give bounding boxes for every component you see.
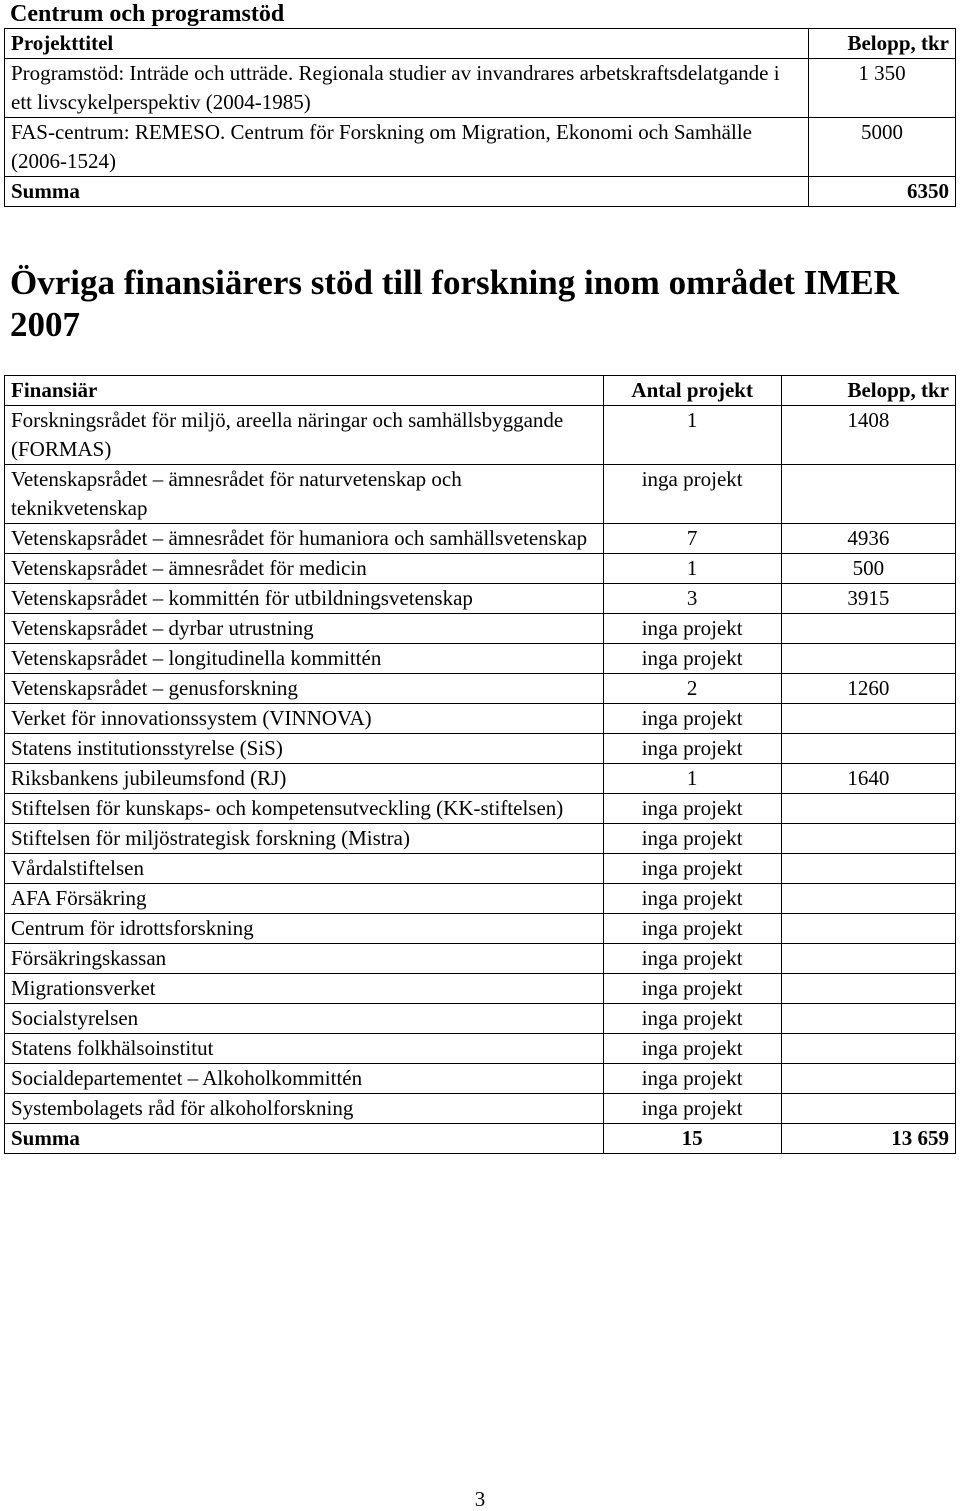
col-header-amount: Belopp, tkr xyxy=(781,376,955,406)
table-row xyxy=(5,704,956,734)
project-title-cell: Programstöd: Inträde och utträde. Regionala studier av invandrares arbetskraftsdelatgande i ett livscykelperspektiv (2004-1985) xyxy=(5,59,809,118)
sum-label: Summa xyxy=(5,177,809,207)
col-header-amount: Belopp, tkr xyxy=(809,29,956,59)
amount-cell xyxy=(781,704,955,734)
sum-label: Summa xyxy=(5,1124,604,1154)
financier-name-cell: Statens folkhälsoinstitut xyxy=(5,1034,604,1064)
table-row xyxy=(5,1094,956,1124)
table-row xyxy=(5,1064,956,1094)
program-section-heading: Centrum och programstöd xyxy=(10,1,285,27)
project-count-cell: inga projekt xyxy=(603,1034,781,1064)
project-count-cell: inga projekt xyxy=(603,644,781,674)
table-row xyxy=(5,974,956,1004)
amount-cell xyxy=(781,1094,955,1124)
project-count-cell: inga projekt xyxy=(603,944,781,974)
project-count-cell: inga projekt xyxy=(603,465,781,524)
amount-cell xyxy=(781,974,955,1004)
sum-row xyxy=(5,1124,956,1154)
amount-cell: 1 350 xyxy=(809,59,956,118)
col-header-financier: Finansiär xyxy=(5,376,604,406)
amount-cell: 500 xyxy=(781,554,955,584)
amount-cell: 1640 xyxy=(781,764,955,794)
table-row xyxy=(5,824,956,854)
table-row xyxy=(5,914,956,944)
project-count-cell: inga projekt xyxy=(603,704,781,734)
financier-name-cell: AFA Försäkring xyxy=(5,884,604,914)
table-row xyxy=(5,644,956,674)
financier-name-cell: Stiftelsen för miljöstrategisk forskning (Mistra) xyxy=(5,824,604,854)
financier-name-cell: Stiftelsen för kunskaps- och kompetensutveckling (KK-stiftelsen) xyxy=(5,794,604,824)
project-count-cell: 1 xyxy=(603,554,781,584)
amount-cell xyxy=(781,614,955,644)
amount-cell: 1260 xyxy=(781,674,955,704)
table-header-row xyxy=(5,376,956,406)
table-header-row xyxy=(5,29,956,59)
financier-section-heading: Övriga finansiärers stöd till forskning inom området IMER 2007 xyxy=(10,263,899,344)
project-count-cell: inga projekt xyxy=(603,1004,781,1034)
col-header-project-count: Antal projekt xyxy=(603,376,781,406)
sum-count: 15 xyxy=(603,1124,781,1154)
amount-cell: 1408 xyxy=(781,406,955,465)
project-count-cell: inga projekt xyxy=(603,824,781,854)
financier-name-cell: Centrum för idrottsforskning xyxy=(5,914,604,944)
program-support-table xyxy=(4,28,956,207)
financier-table-body xyxy=(5,406,956,1124)
amount-cell xyxy=(781,644,955,674)
project-count-cell: inga projekt xyxy=(603,854,781,884)
table-row xyxy=(5,584,956,614)
table-row xyxy=(5,614,956,644)
financier-name-cell: Vetenskapsrådet – ämnesrådet för humaniora och samhällsvetenskap xyxy=(5,524,604,554)
project-count-cell: 2 xyxy=(603,674,781,704)
amount-cell xyxy=(781,1004,955,1034)
project-count-cell: 3 xyxy=(603,584,781,614)
financier-name-cell: Försäkringskassan xyxy=(5,944,604,974)
project-count-cell: inga projekt xyxy=(603,884,781,914)
project-count-cell: inga projekt xyxy=(603,734,781,764)
financier-name-cell: Socialstyrelsen xyxy=(5,1004,604,1034)
amount-cell xyxy=(781,944,955,974)
financier-name-cell: Verket för innovationssystem (VINNOVA) xyxy=(5,704,604,734)
table-row xyxy=(5,854,956,884)
table-row xyxy=(5,59,956,118)
table-row xyxy=(5,734,956,764)
project-count-cell: inga projekt xyxy=(603,1094,781,1124)
amount-cell xyxy=(781,824,955,854)
sum-row xyxy=(5,177,956,207)
table-row xyxy=(5,554,956,584)
amount-cell: 5000 xyxy=(809,118,956,177)
financier-name-cell: Migrationsverket xyxy=(5,974,604,1004)
sum-amount: 6350 xyxy=(809,177,956,207)
project-count-cell: inga projekt xyxy=(603,974,781,1004)
col-header-project-title: Projekttitel xyxy=(5,29,809,59)
amount-cell xyxy=(781,914,955,944)
financier-name-cell: Vetenskapsrådet – genusforskning xyxy=(5,674,604,704)
sum-amount: 13 659 xyxy=(781,1124,955,1154)
financier-name-cell: Forskningsrådet för miljö, areella näringar och samhällsbyggande (FORMAS) xyxy=(5,406,604,465)
financier-name-cell: Riksbankens jubileumsfond (RJ) xyxy=(5,764,604,794)
amount-cell xyxy=(781,854,955,884)
financier-table xyxy=(4,375,956,1154)
table-row xyxy=(5,118,956,177)
project-count-cell: 1 xyxy=(603,406,781,465)
project-count-cell: inga projekt xyxy=(603,794,781,824)
financier-name-cell: Statens institutionsstyrelse (SiS) xyxy=(5,734,604,764)
page-number: 3 xyxy=(474,1487,486,1511)
financier-name-cell: Vetenskapsrådet – ämnesrådet för medicin xyxy=(5,554,604,584)
amount-cell xyxy=(781,734,955,764)
project-count-cell: inga projekt xyxy=(603,914,781,944)
project-count-cell: 7 xyxy=(603,524,781,554)
project-count-cell: 1 xyxy=(603,764,781,794)
table-row xyxy=(5,406,956,465)
amount-cell xyxy=(781,794,955,824)
financier-name-cell: Socialdepartementet – Alkoholkommittén xyxy=(5,1064,604,1094)
amount-cell xyxy=(781,884,955,914)
table-row xyxy=(5,884,956,914)
amount-cell: 4936 xyxy=(781,524,955,554)
financier-name-cell: Vetenskapsrådet – dyrbar utrustning xyxy=(5,614,604,644)
financier-name-cell: Systembolagets råd för alkoholforskning xyxy=(5,1094,604,1124)
financier-name-cell: Vetenskapsrådet – ämnesrådet för naturvetenskap och teknikvetenskap xyxy=(5,465,604,524)
financier-name-cell: Vetenskapsrådet – longitudinella kommittén xyxy=(5,644,604,674)
amount-cell xyxy=(781,465,955,524)
financier-name-cell: Vårdalstiftelsen xyxy=(5,854,604,884)
table-row xyxy=(5,1034,956,1064)
table-row xyxy=(5,764,956,794)
project-count-cell: inga projekt xyxy=(603,614,781,644)
table-row xyxy=(5,1004,956,1034)
table-row xyxy=(5,524,956,554)
amount-cell xyxy=(781,1064,955,1094)
project-title-cell: FAS-centrum: REMESO. Centrum för Forskning om Migration, Ekonomi och Samhälle (2006-1524) xyxy=(5,118,809,177)
project-count-cell: inga projekt xyxy=(603,1064,781,1094)
table-row xyxy=(5,674,956,704)
table-row xyxy=(5,944,956,974)
amount-cell: 3915 xyxy=(781,584,955,614)
table-row xyxy=(5,794,956,824)
table-row xyxy=(5,465,956,524)
financier-name-cell: Vetenskapsrådet – kommittén för utbildningsvetenskap xyxy=(5,584,604,614)
amount-cell xyxy=(781,1034,955,1064)
